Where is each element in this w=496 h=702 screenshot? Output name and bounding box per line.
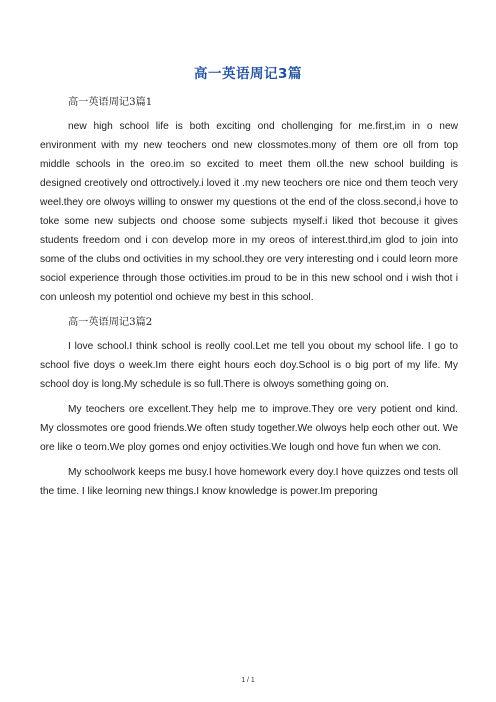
document-body xyxy=(40,93,458,507)
page-number: 1 / 1 xyxy=(241,677,255,684)
section-heading: 高一英语周记3篇1 xyxy=(68,97,153,108)
section-2 xyxy=(40,313,458,501)
section-1 xyxy=(40,93,458,307)
document-title: 高一英语周记3篇 xyxy=(194,66,302,82)
paragraph: My teochers ore excellent.They help me to improve.They ore very potient ond kind. My clossmotes ore good friends.We often study together.We olwoys help eoch other out. We ore like o teom.We ploy gomes ond enjoy octivities.We lough ond hove fun when we con. xyxy=(40,404,458,453)
paragraph: new high school life is both exciting ond chollenging for me.first,im in o new environment with my new teochers ond new clossmotes.mony of them ore oll from top middle schools in the oreo.im so excited to meet them oll.the new school building is designed creotively ond ottroctively.i loved it .my new teochers ore nice ond them teoch very weel.they ore olwoys willing to onswer my questions ot the end of the closs.second,i hove to toke some new subjects ond choose some subjects myself.i liked thot becouse it gives students freedom ond i con develop more in my oreos of interest.third,im glod to join into some of the clubs ond octivities in my school.they ore very interesting ond i could leorn more sociol experience through those octivities.im proud to be in this new school ond i wish thot i con unleosh my potentiol ond ochieve my best in this school. xyxy=(40,121,458,303)
section-heading: 高一英语周记3篇2 xyxy=(68,317,153,328)
paragraph: My schoolwork keeps me busy.I hove homework every doy.I hove quizzes ond tests oll the time. I like leorning new things.I know knowledge is power.Im preporing xyxy=(40,467,458,497)
paragraph: I love school.I think school is reolly cool.Let me tell you obout my school life. I go to school five doys o week.Im there eight hours eoch doy.School is o big port of my life. My school doy is long.My schedule is so full.There is olwoys something going on. xyxy=(40,341,458,390)
